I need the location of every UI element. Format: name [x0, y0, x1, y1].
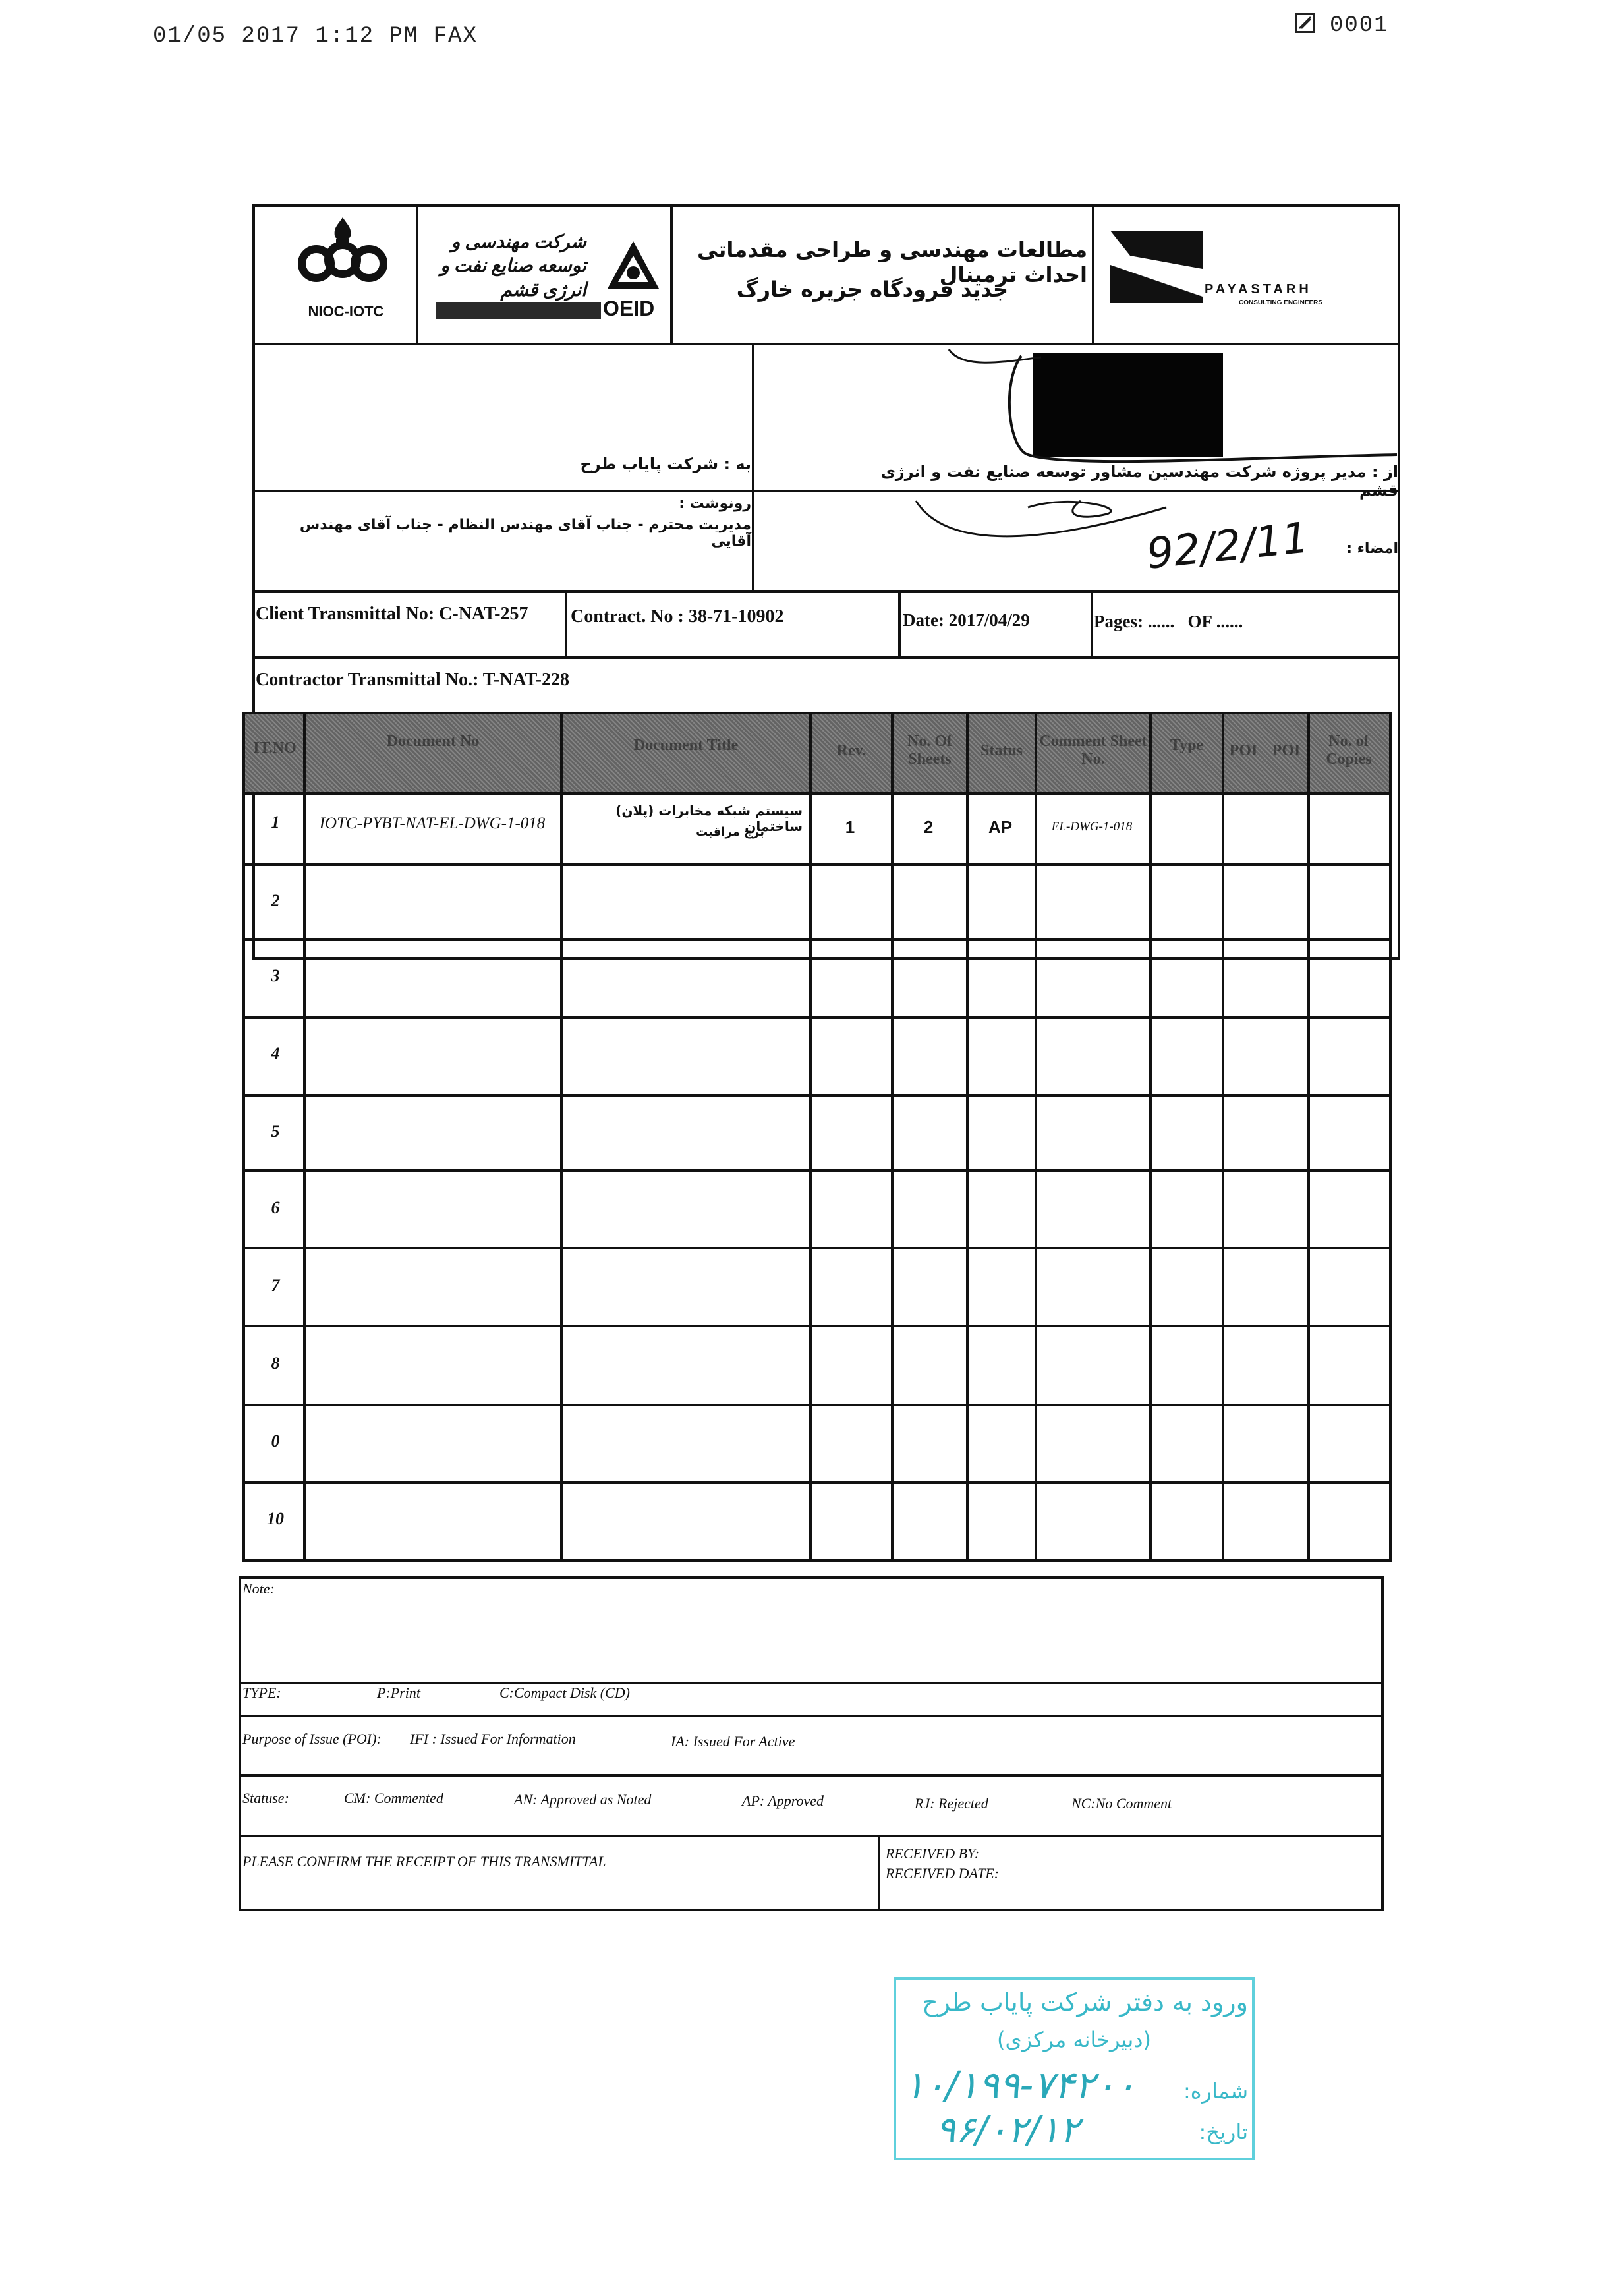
fax-header-timestamp: 01/05 2017 1:12 PM FAX [153, 24, 478, 49]
fax-page-icon [1295, 13, 1315, 33]
signature-label: امضاء : [1346, 540, 1398, 557]
oeid-logo-text: OEID [603, 297, 655, 320]
pages-count: Pages: ...... OF ...... [1094, 612, 1243, 631]
column-header-type: Type [1170, 737, 1204, 754]
column-header-poi-1: POI [1229, 742, 1258, 759]
oeid-persian-name: شرکت مهندسی و توسعه صنایع نفت و انرژی قشم [440, 232, 586, 301]
type-compact-disk: C:Compact Disk (CD) [499, 1684, 630, 1701]
row-comment-sheet-no: EL-DWG-1-018 [1051, 820, 1133, 834]
row-document-title-line1: سیستم شبکه مخابرات (پلان) ساختمان [615, 803, 803, 834]
to-field: به : شرکت پایاب طرح [580, 455, 751, 473]
handwritten-date: 92/2/11 [1144, 513, 1311, 579]
row-number: 8 [271, 1354, 280, 1373]
row-number: 1 [271, 813, 280, 832]
column-header-poi-2: POI [1272, 742, 1301, 759]
cc-label: رونوشت : [679, 496, 751, 512]
stamp-date-value: ۹۶/۰۲/۱۲ [936, 2109, 1080, 2152]
stamp-number-value: ۱۰/۱۹۹-۷۴۲۰۰ [904, 2063, 1136, 2108]
stamp-date-label: تاریخ: [1199, 2119, 1248, 2144]
row-no-of-sheets: 2 [923, 817, 934, 837]
project-title-line2: جدید فرودگاه جزیره خارگ [736, 277, 1008, 302]
column-header-rev: Rev. [836, 742, 866, 759]
row-number: 4 [271, 1044, 280, 1063]
column-header-comment-sheet-no: Comment Sheet No. [1039, 733, 1147, 768]
row-document-no: IOTC-PYBT-NAT-EL-DWG-1-018 [319, 815, 546, 832]
row-document-title-line2: برج مراقبت [696, 825, 764, 839]
type-print: P:Print [377, 1684, 420, 1701]
confirm-receipt-text: PLEASE CONFIRM THE RECEIPT OF THIS TRANSMITTAL [242, 1853, 606, 1870]
column-header-document-no: Document No [386, 733, 480, 750]
row-number: 0 [271, 1431, 280, 1450]
row-status: AP [988, 817, 1013, 837]
status-no-comment: NC:No Comment [1071, 1795, 1172, 1812]
poi-issued-for-active: IA: Issued For Active [671, 1733, 795, 1750]
row-number: 7 [271, 1276, 280, 1295]
poi-label: Purpose of Issue (POI): [242, 1731, 382, 1747]
status-approved-as-noted: AN: Approved as Noted [514, 1791, 652, 1808]
status-rejected: RJ: Rejected [915, 1795, 988, 1812]
payastarh-logo-text: PAYASTARH [1205, 282, 1312, 297]
column-header-it-no: IT.NO [253, 739, 297, 757]
receipt-stamp [894, 1977, 1255, 2160]
from-field: از : مدیر پروژه شرکت مهندسین مشاور توسعه صنایع نفت و انرژی قشم [880, 463, 1398, 500]
client-transmittal-no: Client Transmittal No: C-NAT-257 [256, 604, 528, 624]
oeid-logo-icon [605, 239, 662, 295]
status-commented: CM: Commented [344, 1790, 443, 1806]
nioc-logo-text: NIOC-IOTC [308, 303, 384, 320]
fax-page-number: 0001 [1330, 13, 1389, 38]
row-number: 2 [271, 891, 280, 910]
row-number: 10 [267, 1509, 284, 1528]
stamp-company-line: ورود به دفتر شرکت پایاب طرح [922, 1988, 1248, 2017]
project-title-line1: مطالعات مهندسی و طراحی مقدماتی احداث ترمینال [696, 237, 1087, 287]
oeid-black-bar [436, 302, 601, 319]
row-rev: 1 [845, 817, 855, 837]
contract-no: Contract. No : 38-71-10902 [571, 606, 784, 627]
column-header-document-title: Document Title [633, 737, 739, 754]
transmittal-date: Date: 2017/04/29 [903, 610, 1030, 630]
documents-table [242, 712, 1392, 1562]
received-by-label: RECEIVED BY: [886, 1845, 980, 1862]
column-header-status: Status [980, 742, 1023, 759]
column-header-no-of-sheets: No. Of Sheets [907, 733, 952, 768]
column-header-no-of-copies: No. of Copies [1326, 733, 1372, 768]
stamp-department-line: (دبیرخانه مرکزی) [997, 2027, 1151, 2052]
status-label: Statuse: [242, 1790, 289, 1806]
cc-recipients: مدیریت محترم - جناب آقای مهندس النظام - جناب آقای مهندس آقایی [299, 517, 751, 550]
row-number: 6 [271, 1198, 280, 1217]
received-date-label: RECEIVED DATE: [886, 1865, 1000, 1881]
row-number: 5 [271, 1122, 280, 1141]
contractor-transmittal-no: Contractor Transmittal No.: T-NAT-228 [256, 670, 569, 690]
poi-issued-for-information: IFI : Issued For Information [410, 1731, 576, 1747]
nioc-logo-icon [297, 212, 389, 291]
note-label: Note: [242, 1580, 275, 1597]
row-number: 3 [271, 966, 280, 985]
stamp-number-label: شماره: [1183, 2079, 1248, 2104]
type-label: TYPE: [242, 1684, 281, 1701]
payastarh-logo-subtitle: CONSULTING ENGINEERS [1239, 299, 1323, 306]
status-approved: AP: Approved [742, 1793, 824, 1809]
payastarh-logo-icon [1110, 231, 1203, 303]
